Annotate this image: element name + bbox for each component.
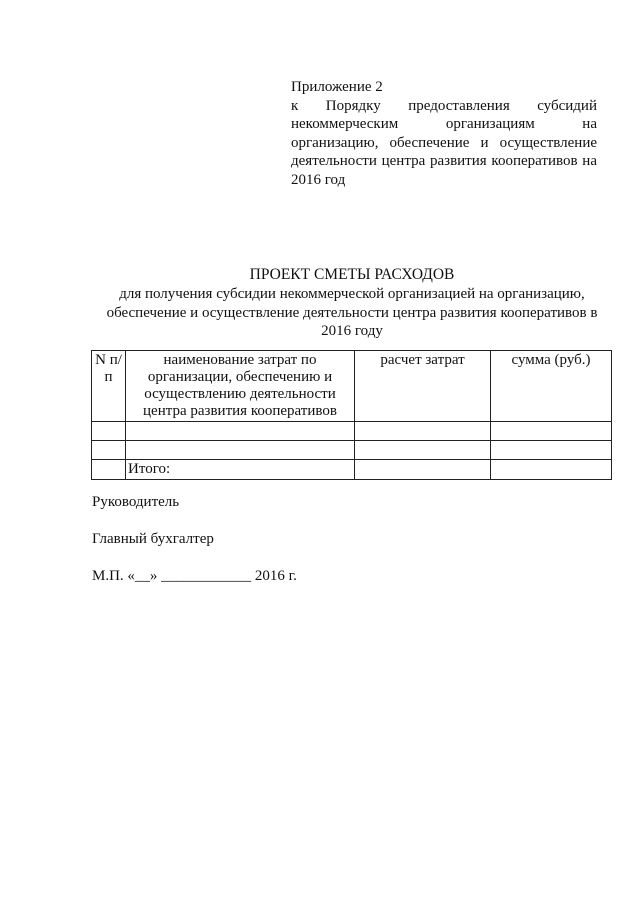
table-header-row [92, 351, 612, 422]
table-row [92, 422, 612, 441]
estimate-title: ПРОЕКТ СМЕТЫ РАСХОДОВ [249, 266, 455, 283]
signature-block [92, 493, 492, 585]
column-header-amount: сумма (руб.) [491, 351, 612, 422]
estimate-subtitle: для получения субсидии некоммерческой организацией на организацию, обеспечение и осуществление деятельности центра развития кооперативов в 2016 году [106, 286, 598, 339]
appendix-title: Приложение 2 [291, 79, 383, 95]
appendix-reference: к Порядку предоставления субсидий некоммерческим организациям на организацию, обеспечение и осуществление деятельности центра развития кооперативов на 2016 год [291, 97, 597, 188]
column-header-cost-name: наименование затрат по организации, обеспечению и осуществлению деятельности центра развития кооперативов [126, 351, 355, 422]
estimate-heading [92, 265, 612, 341]
table-cell[interactable] [491, 441, 612, 460]
stamp-date-line: М.П. «__» ____________ 2016 г. [92, 568, 297, 584]
table-cell[interactable] [92, 422, 126, 441]
table-cell[interactable] [126, 441, 355, 460]
table-cell[interactable] [92, 441, 126, 460]
total-label: Итого: [126, 460, 355, 480]
head-signature-label: Руководитель [92, 494, 180, 510]
table-row [92, 441, 612, 460]
table-row-total [92, 460, 612, 480]
table-cell[interactable] [126, 422, 355, 441]
table-cell[interactable] [355, 422, 491, 441]
column-header-calculation: расчет затрат [355, 351, 491, 422]
table-cell[interactable] [355, 441, 491, 460]
appendix-block [291, 78, 597, 189]
table-cell[interactable] [491, 422, 612, 441]
table-cell[interactable] [491, 460, 612, 480]
table-cell[interactable] [355, 460, 491, 480]
column-header-number: N п/п [92, 351, 126, 422]
table-cell[interactable] [92, 460, 126, 480]
accountant-signature-label: Главный бухгалтер [92, 531, 214, 547]
cost-estimate-table [91, 350, 612, 480]
